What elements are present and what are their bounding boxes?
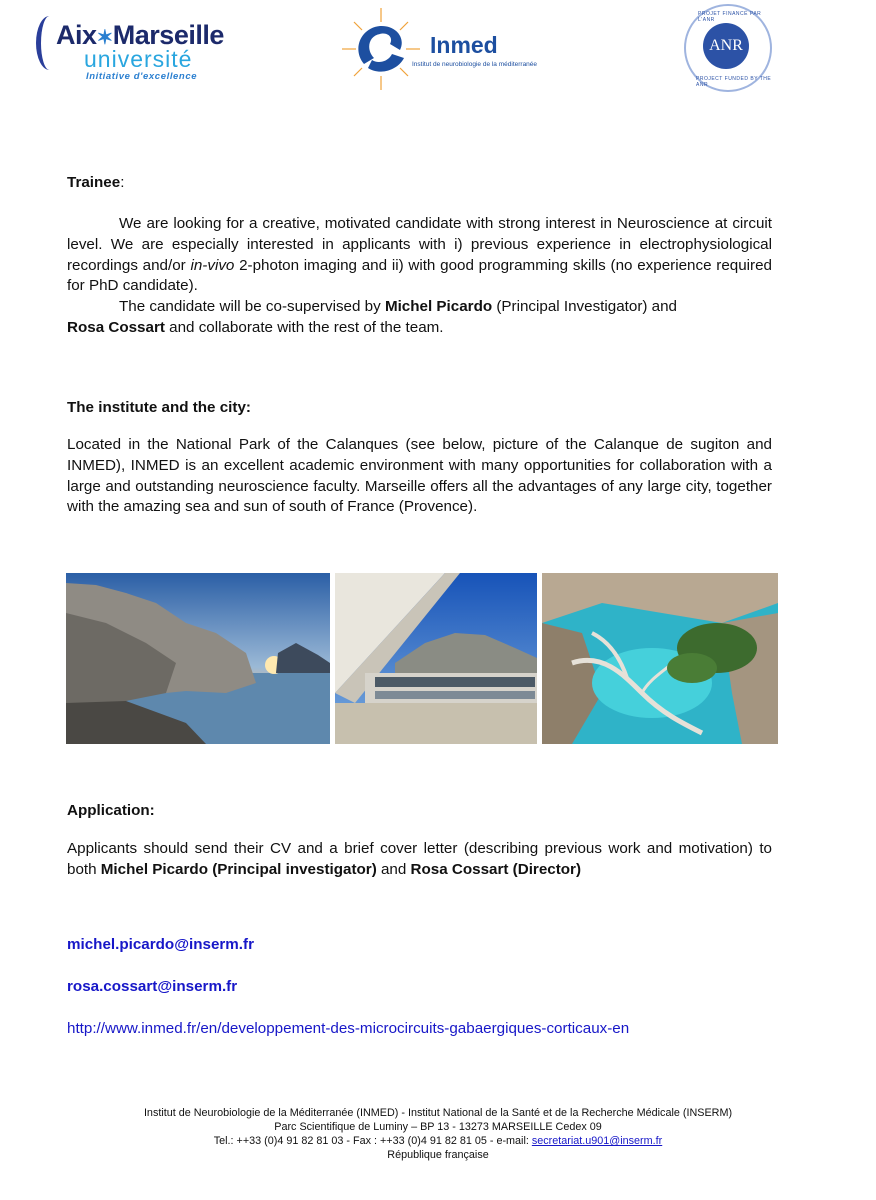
anr-logo — [684, 4, 774, 94]
application-text: Applicants should send their CV and a brief cover letter (describing previous work and motivation) to both — [67, 840, 772, 878]
institute-paragraph: Located in the National Park of the Calanques (see below, picture of the Calanque de sugiton and INMED), INMED is an excellent academic environment with many opportunities for collaboration with a large and outstanding neuroscience faculty. Marseille offers all the advantages of any large city, together with the amazing sea and sun of south of France (Provence). — [67, 436, 772, 516]
trainee-heading-row — [67, 174, 124, 191]
email-link-cossart[interactable]: rosa.cossart@inserm.fr — [67, 978, 238, 995]
amu-logo-text-marseille: Marseille — [112, 20, 224, 50]
inmed-logo-subtitle: Institut de neurobiologie de la méditerranée — [412, 61, 538, 68]
amu-logo-text-universite: université — [84, 46, 193, 72]
footer-email-link[interactable]: secretariat.u901@inserm.fr — [531, 1135, 663, 1147]
supervisor-name-2: Rosa Cossart — [67, 318, 165, 336]
footer-phone-text: Tel.: ++33 (0)4 91 82 81 03 - Fax : ++33 (0)4 91 82 81 05 - e-mail: — [213, 1135, 532, 1147]
trainee-paragraph-1 — [67, 214, 772, 297]
star-icon: ✶ — [96, 27, 113, 49]
trainee-p2-text-c: and collaborate with the rest of the team. — [164, 318, 444, 336]
application-and: and — [376, 860, 411, 878]
footer-institution-line: Institut de Neurobiologie de la Méditerranée (INMED) - Institut National de la Santé et de la Recherche Médicale (INSERM) — [143, 1107, 733, 1119]
application-heading: Application: — [67, 802, 155, 819]
anr-ring-top-text: PROJET FINANCÉ PAR L'ANR — [698, 11, 762, 23]
trainee-heading-colon: : — [120, 174, 125, 191]
calanque-sunset-photo — [66, 573, 330, 744]
trainee-p2-text-b: (Principal Investigator) and — [492, 298, 678, 316]
anr-logo-center: ANR — [703, 23, 749, 69]
inmed-logo-name: Inmed — [430, 32, 498, 58]
amu-logo-tagline: Initiative d'excellence — [86, 71, 198, 82]
trainee-p2-text-a: The candidate will be co-supervised by — [119, 298, 385, 316]
aix-marseille-logo — [36, 12, 226, 82]
trainee-paragraph-2 — [67, 297, 772, 318]
anr-ring-bottom-text: PROJECT FUNDED BY THE ANR — [696, 76, 772, 88]
contact-name-1: Michel Picardo (Principal investigator) — [100, 860, 377, 878]
supervisor-name-1: Michel Picardo — [384, 298, 493, 316]
footer-republic-line: République française — [387, 1149, 489, 1161]
trainee-description — [67, 214, 772, 339]
institute-description — [67, 435, 772, 518]
contact-name-2: Rosa Cossart (Director) — [410, 860, 582, 878]
amu-logo-text-aix: Aix — [56, 20, 97, 50]
inmed-logo — [334, 6, 538, 92]
trainee-p1-text-b: 2-photon imaging and ii) with good programming skills (no experience required for PhD candidate). — [67, 256, 772, 295]
calanque-turquoise-photo — [542, 573, 778, 744]
page-footer — [0, 1106, 876, 1162]
application-paragraph — [67, 839, 772, 881]
institute-heading: The institute and the city: — [67, 399, 251, 416]
trainee-heading: Trainee — [67, 174, 121, 191]
inmed-building-photo — [335, 573, 537, 744]
trainee-p1-emphasis: in-vivo — [190, 256, 235, 274]
inmed-emblem-icon — [334, 6, 429, 92]
application-description — [67, 839, 772, 881]
trainee-paragraph-2-cont — [67, 318, 772, 339]
website-link[interactable]: http://www.inmed.fr/en/developpement-des-microcircuits-gabaergiques-corticaux-en — [67, 1020, 630, 1037]
email-link-picardo[interactable]: michel.picardo@inserm.fr — [67, 936, 254, 953]
trainee-p1-text-a: We are looking for a creative, motivated candidate with strong interest in Neuroscience at circuit level. We are especially interested in applicants with i) previous experience in electrophysiological recordings and/or — [67, 215, 772, 274]
footer-address-line: Parc Scientifique de Luminy – BP 13 - 13273 MARSEILLE Cedex 09 — [274, 1121, 602, 1133]
footer-contact-line — [0, 1134, 876, 1148]
